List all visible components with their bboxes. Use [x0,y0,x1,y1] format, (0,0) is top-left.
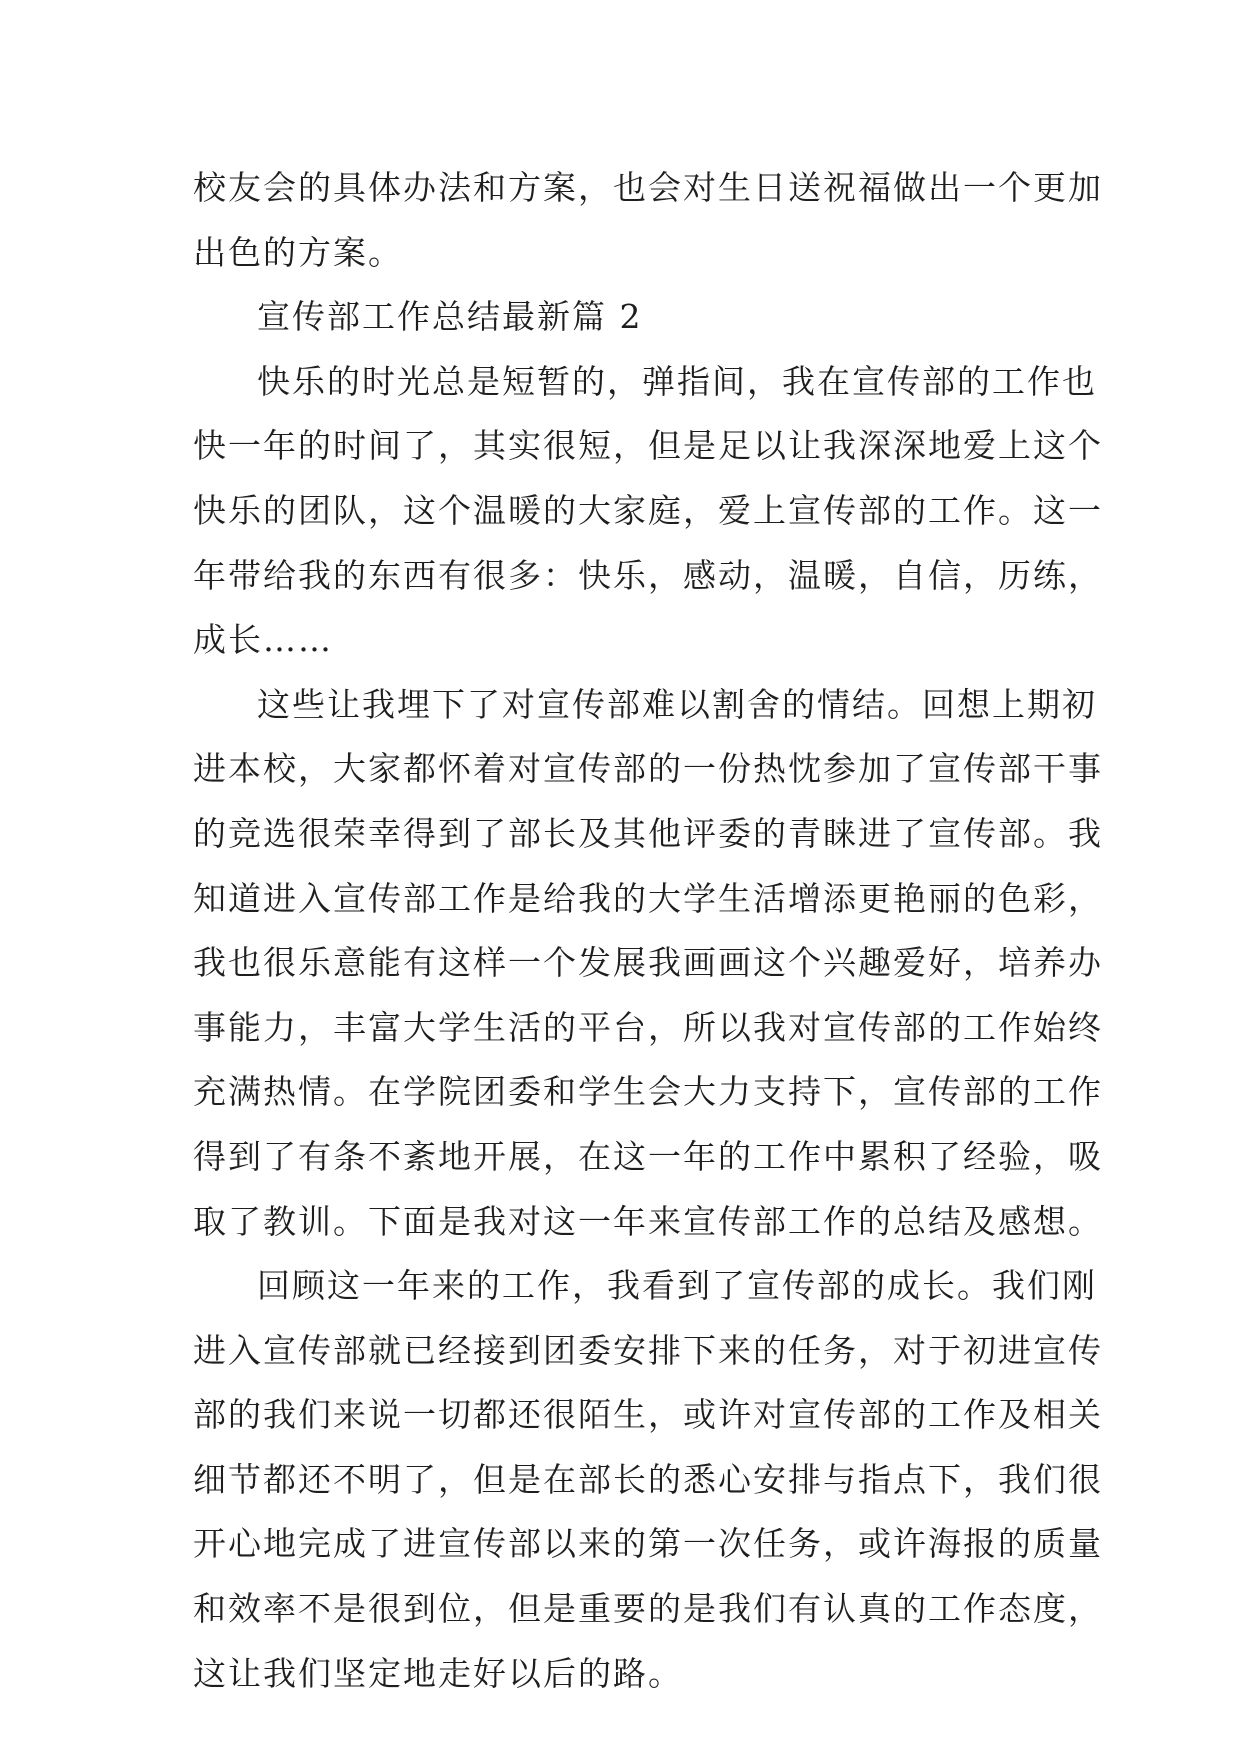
text-line: 得到了有条不紊地开展，在这一年的工作中累积了经验，吸 [193,1136,1103,1176]
text-line: 进本校，大家都怀着对宣传部的一份热忱参加了宣传部干事 [193,749,1103,789]
text-line: 校友会的具体办法和方案，也会对生日送祝福做出一个更加 [193,168,1103,207]
text-line: 细节都还不明了，但是在部长的悉心安排与指点下，我们很 [193,1459,1103,1499]
text-line: 部的我们来说一切都还很陌生，或许对宣传部的工作及相关 [193,1395,1103,1435]
text-line: 这让我们坚定地走好以后的路。 [193,1653,683,1693]
paragraph [193,673,1103,1254]
paragraph [193,1254,1103,1706]
text-line: 年带给我的东西有很多：快乐，感动，温暖，自信，历练， [193,555,1103,595]
heading-text: 宣传部工作总结最新篇 2 [257,297,643,337]
text-line: 开心地完成了进宣传部以来的第一次任务，或许海报的质量 [193,1524,1103,1564]
text-line: 和效率不是很到位，但是重要的是我们有认真的工作态度， [193,1589,1103,1629]
text-line: 回顾这一年来的工作，我看到了宣传部的成长。我们刚 [257,1266,1097,1306]
text-line: 充满热情。在学院团委和学生会大力支持下，宣传部的工作 [193,1072,1103,1112]
text-line: 知道进入宣传部工作是给我的大学生活增添更艳丽的色彩， [193,878,1103,918]
document-body [193,156,1103,1706]
text-line: 的竞选很荣幸得到了部长及其他评委的青睐进了宣传部。我 [193,813,1103,853]
text-line: 快乐的时光总是短暂的，弹指间，我在宣传部的工作也 [257,361,1097,401]
text-line: 出色的方案。 [193,232,403,272]
section-heading [193,285,1063,350]
text-line: 进入宣传部就已经接到团委安排下来的任务，对于初进宣传 [193,1330,1103,1370]
text-line: 快一年的时间了，其实很短，但是足以让我深深地爱上这个 [193,426,1103,466]
text-line: 成长…… [193,620,333,660]
text-line: 取了教训。下面是我对这一年来宣传部工作的总结及感想。 [193,1201,1103,1241]
paragraph [193,350,1103,673]
paragraph-continuation [193,156,1103,285]
text-line: 我也很乐意能有这样一个发展我画画这个兴趣爱好，培养办 [193,943,1103,983]
text-line: 事能力，丰富大学生活的平台，所以我对宣传部的工作始终 [193,1007,1103,1047]
text-line: 这些让我埋下了对宣传部难以割舍的情结。回想上期初 [257,684,1097,724]
text-line: 快乐的团队，这个温暖的大家庭，爱上宣传部的工作。这一 [193,490,1103,530]
